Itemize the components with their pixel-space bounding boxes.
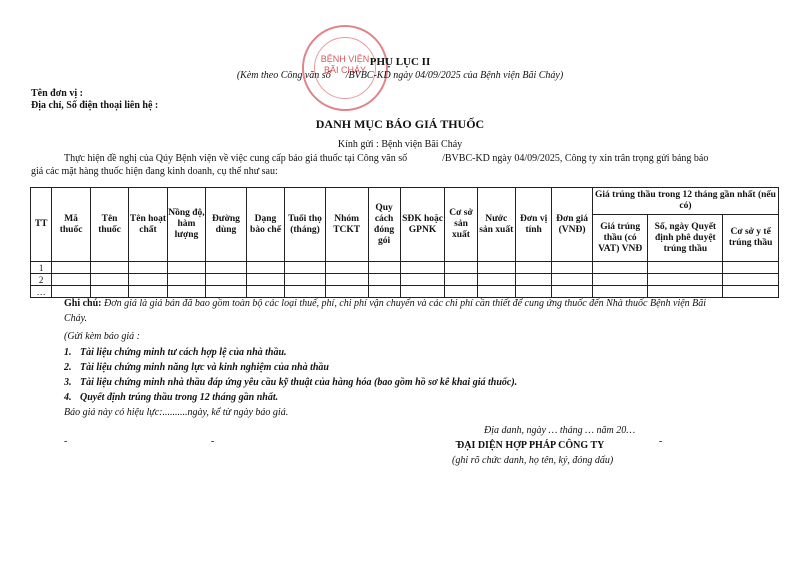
th-tckt-group: Nhóm TCKT <box>325 188 368 262</box>
th-tt: TT <box>31 188 52 262</box>
th-country: Nước sản xuất <box>477 188 515 262</box>
hospital-stamp <box>302 25 388 111</box>
intro-line-1 <box>64 153 708 164</box>
th-route: Đường dùng <box>206 188 247 262</box>
intro-line-2: giá các mặt hàng thuốc hiện đang kinh doanh, cụ thể như sau: <box>31 166 278 177</box>
stray-mark-sig: - <box>455 436 459 447</box>
intro-line-1-head: Thực hiện đề nghị của Qúy Bệnh viện về việc cung cấp báo giá thuốc tại Công văn số <box>64 153 408 164</box>
validity-text: Báo giá này có hiệu lực:..........ngày, kể từ ngày báo giá. <box>64 407 289 418</box>
unit-address-label: Địa chỉ, Số điện thoại liên hệ : <box>31 100 159 111</box>
th-packaging: Quy cách đóng gói <box>368 188 400 262</box>
place-date: Địa danh, ngày … tháng … năm 20… <box>484 425 636 436</box>
stray-mark-left: - <box>64 436 68 447</box>
th-winning-price: Giá trúng thầu (có VAT) VNĐ <box>592 215 648 262</box>
subtitle-tail: /BVBC-KD ngày 04/09/2025 của Bệnh viện Bãi Cháy) <box>345 70 564 81</box>
stamp-text-top: BỆNH VIỆN <box>320 54 370 64</box>
row-index: 1 <box>31 262 52 274</box>
appendix-subtitle <box>0 70 800 81</box>
note-line-1 <box>64 298 706 309</box>
stamp-text-bottom: BÃI CHÁY <box>323 65 366 75</box>
list-item: 2. Tài liệu chứng minh năng lực và kinh nghiệm của nhà thầu <box>64 362 329 373</box>
th-registration: SĐK hoặc GPNK <box>400 188 445 262</box>
table-row <box>31 286 779 298</box>
signature-instruction: (ghi rõ chức danh, họ tên, ký, đóng dấu) <box>452 455 614 466</box>
th-decision: Số, ngày Quyết định phê duyệt trúng thầu <box>648 215 723 262</box>
note-label: Ghi chú: <box>64 298 102 309</box>
th-unit: Đơn vị tính <box>515 188 551 262</box>
signature-role: ĐẠI DIỆN HỢP PHÁP CÔNG TY <box>457 440 605 451</box>
th-drug-name: Tên thuốc <box>90 188 128 262</box>
doc-title: DANH MỤC BÁO GIÁ THUỐC <box>315 117 485 131</box>
note-text: Đơn giá là giá bán đã bao gồm toàn bộ các loại thuế, phí, chi phí vận chuyển và các chi phí cần thiết để cung ứng thuốc đến Nhà thuốc Bệnh viện Bãi <box>101 298 707 309</box>
list-item: 4. Quyết định trúng thầu trong 12 tháng gần nhất. <box>64 392 279 403</box>
stray-mark-mid: - <box>211 436 215 447</box>
list-item: 1. Tài liệu chứng minh tư cách hợp lệ của nhà thầu. <box>64 347 287 358</box>
th-unit-price: Đơn giá (VNĐ) <box>552 188 593 262</box>
note-line-2: Cháy. <box>64 313 88 324</box>
row-index: 2 <box>31 274 52 286</box>
table-row <box>31 274 779 286</box>
th-active-ingredient: Tên hoạt chất <box>129 188 167 262</box>
th-winning-facility: Cơ sở y tế trúng thầu <box>723 215 779 262</box>
attach-intro: (Gửi kèm báo giá : <box>64 331 140 342</box>
th-manufacturer: Cơ sở sản xuất <box>445 188 477 262</box>
th-winning-group: Giá trúng thầu trong 12 tháng gần nhất (nếu có) <box>592 188 778 215</box>
stray-mark-right: - <box>659 436 663 447</box>
subtitle-head: (Kèm theo Công văn số <box>236 70 334 81</box>
th-dosage-form: Dạng bào chế <box>246 188 284 262</box>
appendix-title: PHỤ LỤC II <box>369 56 431 68</box>
price-table <box>30 187 779 298</box>
intro-line-1-tail: /BVBC-KD ngày 04/09/2025, Công ty xin trân trọng gửi bảng báo <box>442 153 709 164</box>
th-shelf-life: Tuổi thọ (tháng) <box>285 188 326 262</box>
th-drug-code: Mã thuốc <box>52 188 90 262</box>
row-index: … <box>31 286 52 298</box>
unit-name-label: Tên đơn vị : <box>31 88 83 99</box>
list-item: 3. Tài liệu chứng minh nhà thầu đáp ứng yêu cầu kỹ thuật của hàng hóa (bao gồm hồ sơ kê khai giá thuốc). <box>64 377 518 388</box>
table-row <box>31 262 779 274</box>
greeting: Kính gửi : Bệnh viện Bãi Cháy <box>337 139 463 150</box>
th-concentration: Nồng độ, hàm lượng <box>167 188 205 262</box>
